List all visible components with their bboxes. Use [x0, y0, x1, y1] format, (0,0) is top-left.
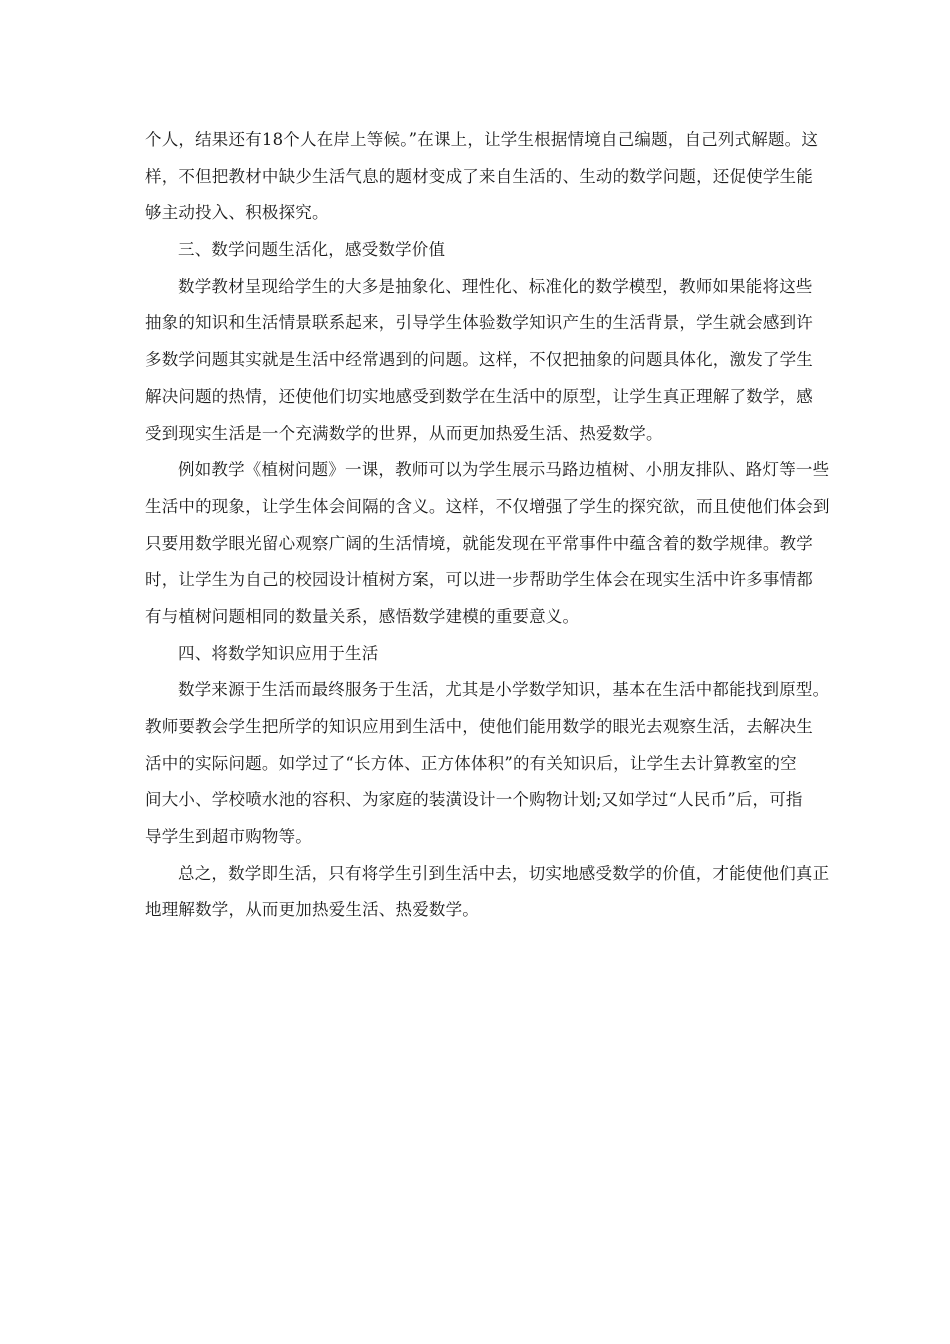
text-line: 总之，数学即生活，只有将学生引到生活中去，切实地感受数学的价值，才能使他们真正 [178, 863, 830, 883]
text-line: 受到现实生活是一个充满数学的世界，从而更加热爱生活、热爱数学。 [145, 423, 663, 443]
section-heading-4: 四、将数学知识应用于生活 [178, 643, 379, 663]
text-line: 只要用数学眼光留心观察广阔的生活情境，就能发现在平常事件中蕴含着的数学规律。教学 [145, 533, 813, 553]
text-line: 活中的实际问题。如学过了“长方体、正方体体积”的有关知识后，让学生去计算教室的空 [145, 753, 797, 773]
text-line: 样，不但把教材中缺少生活气息的题材变成了来自生活的、生动的数学问题，还促使学生能 [145, 166, 813, 186]
section-heading-3: 三、数学问题生活化，感受数学价值 [178, 240, 446, 260]
text-line: 教师要教会学生把所学的知识应用到生活中，使他们能用数学的眼光去观察生活，去解决生 [145, 717, 813, 736]
text-line: 生活中的现象，让学生体会间隔的含义。这样，不仅增强了学生的探究欲，而且使他们体会到 [145, 496, 830, 516]
text-line: 数学来源于生活而最终服务于生活，尤其是小学数学知识，基本在生活中都能找到原型。 [178, 680, 830, 700]
text-line: 导学生到超市购物等。 [145, 827, 312, 847]
text-line: 地理解数学，从而更加热爱生活、热爱数学。 [145, 900, 479, 920]
text-line: 时，让学生为自己的校园设计植树方案，可以进一步帮助学生体会在现实生活中许多事情都 [145, 570, 813, 590]
text-line: 间大小、学校喷水池的容积、为家庭的装潢设计一个购物计划;又如学过“人民币”后，可指 [145, 790, 803, 810]
text-line: 有与植树问题相同的数量关系，感悟数学建模的重要意义。 [145, 606, 580, 626]
text-line: 例如教学《植树问题》一课，教师可以为学生展示马路边植树、小朋友排队、路灯等一些 [178, 460, 830, 480]
text-line: 够主动投入、积极探究。 [145, 203, 329, 223]
text-line: 抽象的知识和生活情景联系起来，引导学生体验数学知识产生的生活背景，学生就会感到许 [145, 313, 813, 333]
document-body [145, 122, 830, 929]
text-line: 解决问题的热情，还使他们切实地感受到数学在生活中的原型，让学生真正理解了数学，感 [145, 386, 813, 406]
text-line: 多数学问题其实就是生活中经常遇到的问题。这样，不仅把抽象的问题具体化，激发了学生 [145, 350, 813, 370]
text-line: 个人，结果还有18个人在岸上等候。”在课上，让学生根据情境自己编题，自己列式解题。这 [145, 130, 819, 149]
text-line: 数学教材呈现给学生的大多是抽象化、理性化、标准化的数学模型，教师如果能将这些 [178, 276, 813, 296]
